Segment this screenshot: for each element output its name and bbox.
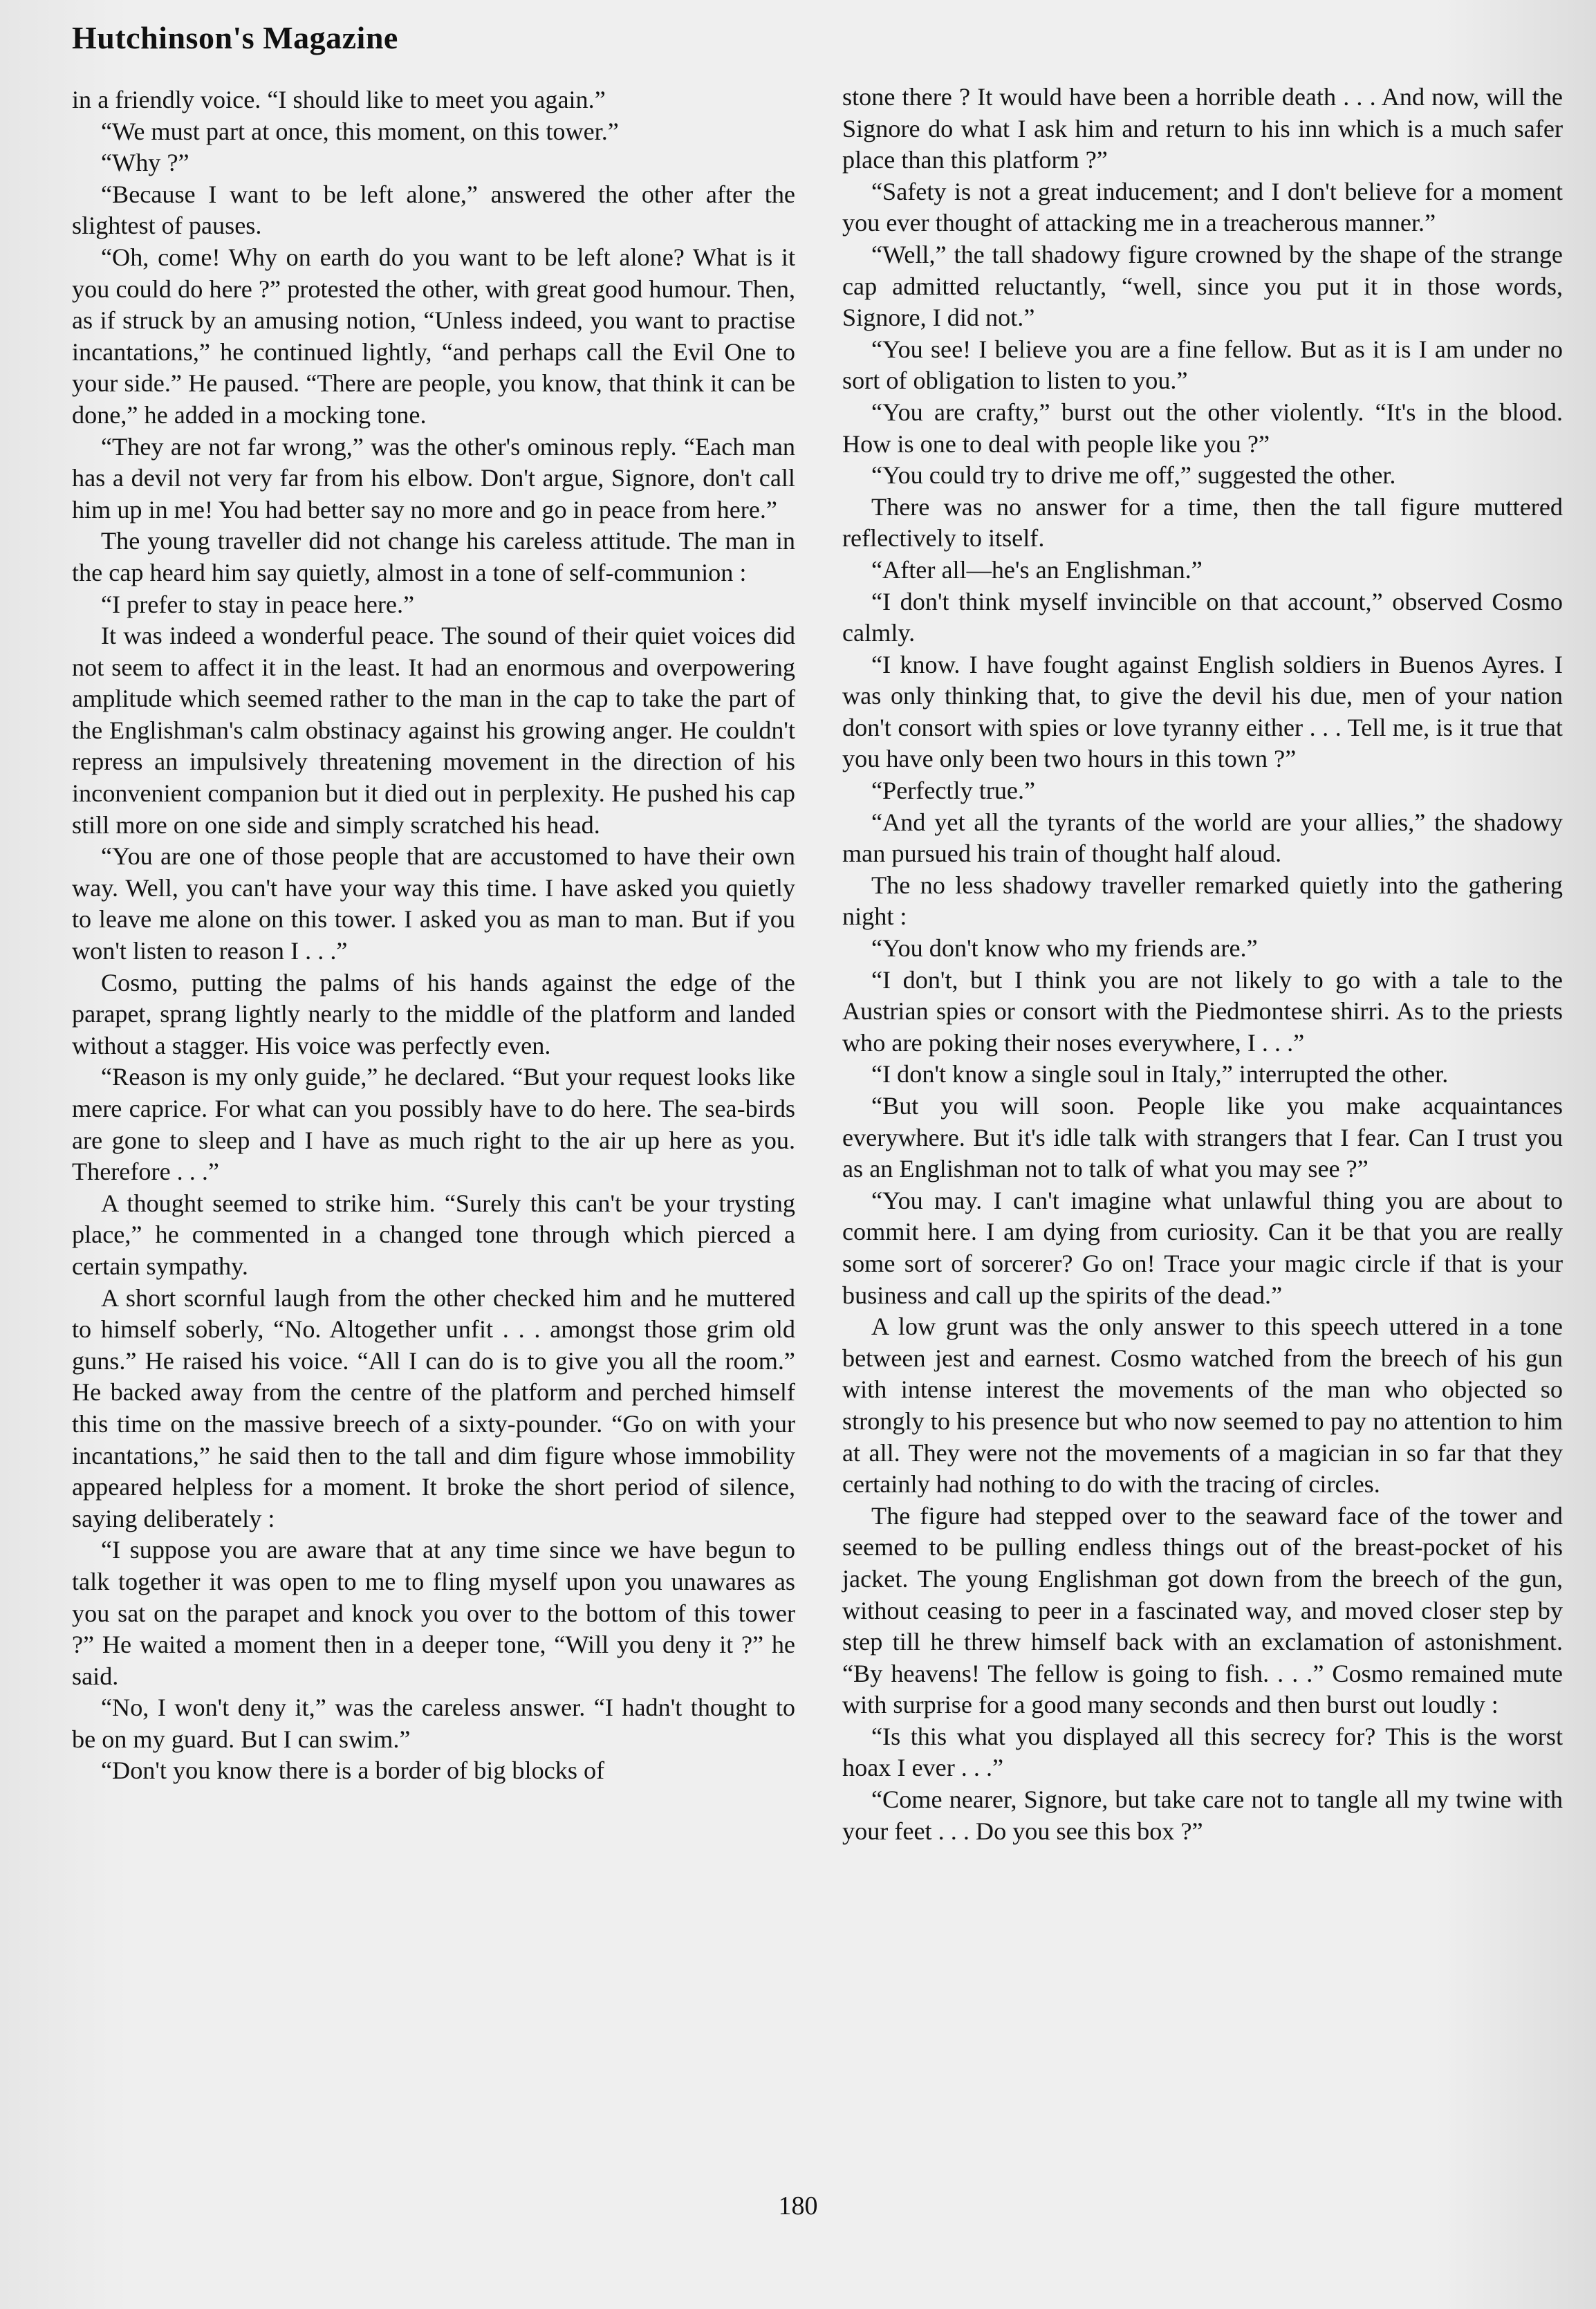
paragraph: Cosmo, putting the palms of his hands against the edge of the parapet, sprang lightly nearly to the middle of the platform and landed without a stagger. His voice was perfectly even. — [72, 968, 795, 1059]
paragraph: “You don't know who my friends are.” — [871, 934, 1258, 963]
paragraph: “Well,” the tall shadowy figure crowned by the shape of the strange cap admitted reluctantly, “well, since you put it in those words, Signore, I did not.” — [842, 240, 1563, 332]
page-number: 180 — [778, 2191, 818, 2220]
paragraph: “Perfectly true.” — [871, 777, 1036, 805]
paragraph: “I don't know a single soul in Italy,” interrupted the other. — [871, 1060, 1449, 1088]
right-column — [842, 82, 1563, 1847]
paragraph: “I suppose you are aware that at any time since we have begun to talk together it was open to me to fling myself upon you unawares as you sat on the parapet and knock you over to the bottom of this tower ?” He waited a moment then in a deeper tone, “Will you deny it ?” he said. — [72, 1536, 795, 1690]
paragraph: “Why ?” — [101, 149, 189, 177]
paragraph: “Because I want to be left alone,” answered the other after the slightest of pauses. — [72, 180, 795, 240]
left-column — [72, 84, 795, 1787]
paragraph: “Is this what you displayed all this secrecy for? This is the worst hoax I ever . . .” — [842, 1722, 1563, 1782]
paragraph: “Come nearer, Signore, but take care not to tangle all my twine with your feet . . . Do you see this box ?” — [842, 1786, 1563, 1845]
paragraph: “I don't, but I think you are not likely to go with a tale to the Austrian spies or consort with the Piedmontese shirri. As to the priests who are poking their noses everywhere, I . . .” — [842, 965, 1563, 1057]
paragraph: “And yet all the tyrants of the world are your allies,” the shadowy man pursued his train of thought half aloud. — [842, 808, 1563, 868]
paragraph: “We must part at once, this moment, on this tower.” — [101, 117, 619, 145]
paragraph: The figure had stepped over to the seaward face of the tower and seemed to be pulling endless things out of the breast-pocket of his jacket. The young Englishman got down from the breech of the gun, without ceasing to peer in a fascinated way, and moved closer step by step till he threw himself back with an exclamation of astonishment. “By heavens! The fellow is going to fish. . . .” Cosmo remained mute with surprise for a good many seconds and then burst out loudly : — [842, 1501, 1563, 1719]
paragraph: It was indeed a wonderful peace. The sound of their quiet voices did not seem to affect it in the least. It had an enormous and overpowering amplitude which seemed rather to the man in the cap to take the part of the Englishman's calm obstinacy against his growing anger. He couldn't repress an impulsively threatening movement in the direction of his inconvenient companion but it died out in perplexity. He pushed his cap still more on one side and simply scratched his head. — [72, 622, 795, 839]
paragraph: The no less shadowy traveller remarked quietly into the gathering night : — [842, 871, 1563, 931]
paragraph: “I prefer to stay in peace here.” — [101, 590, 415, 618]
paragraph: “You see! I believe you are a fine fellow. But as it is I am under no sort of obligation to listen to you.” — [842, 335, 1563, 395]
paragraph: “Oh, come! Why on earth do you want to be left alone? What is it you could do here ?” protested the other, with great good humour. Then, as if struck by an amusing notion, “Unless indeed, you want to practise incantations,” he continued lightly, “and perhaps call the Evil One to your side.” He paused. “There are people, you know, that think it can be done,” he added in a mocking tone. — [72, 243, 795, 429]
paragraph: in a friendly voice. “I should like to meet you again.” — [72, 86, 606, 113]
paragraph: “Don't you know there is a border of big blocks of — [101, 1756, 605, 1785]
paragraph: A thought seemed to strike him. “Surely this can't be your trysting place,” he commented in a changed tone through which pierced a certain sympathy. — [72, 1189, 795, 1280]
paragraph: “I know. I have fought against English soldiers in Buenos Ayres. I was only thinking that, to give the devil his due, men of your nation don't consort with spies or love tyranny either . . . Tell me, is it true that you have only been two hours in this town ?” — [842, 650, 1563, 773]
paragraph: “No, I won't deny it,” was the careless answer. “I hadn't thought to be on my guard. But I can swim.” — [72, 1694, 795, 1753]
paragraph: “You may. I can't imagine what unlawful thing you are about to commit here. I am dying from curiosity. Can it be that you are really some sort of sorcerer? Go on! Trace your magic circle if that is your business and call up the spirits of the dead.” — [842, 1186, 1563, 1309]
paragraph: “You are crafty,” burst out the other violently. “It's in the blood. How is one to deal with people like you ?” — [842, 398, 1563, 458]
paragraph: “Safety is not a great inducement; and I don't believe for a moment you ever thought of attacking me in a treacherous manner.” — [842, 177, 1563, 237]
paragraph: stone there ? It would have been a horrible death . . . And now, will the Signore do what I ask him and return to his inn which is a much safer place than this platform ?” — [842, 83, 1563, 174]
paragraph: The young traveller did not change his careless attitude. The man in the cap heard him say quietly, almost in a tone of self-communion : — [72, 527, 795, 586]
running-header: Hutchinson's Magazine — [72, 20, 398, 55]
paragraph: “Reason is my only guide,” he declared. “But your request looks like mere caprice. For what can you possibly have to do here. The sea-birds are gone to sleep and I have as much right to the air up here as you. Therefore . . .” — [72, 1063, 795, 1186]
paragraph: A short scornful laugh from the other checked him and he muttered to himself soberly, “No. Altogether unfit . . . amongst those grim old guns.” He raised his voice. “All I can do is to give you all the room.” He backed away from the centre of the platform and perched himself this time on the massive breech of a sixty-pounder. “Go on with your incantations,” he said then to the tall and dim figure whose immobility appeared helpless for a moment. It broke the short period of silence, saying deliberately : — [72, 1283, 795, 1532]
paragraph: “You could try to drive me off,” suggested the other. — [871, 461, 1396, 490]
paragraph: “You are one of those people that are accustomed to have their own way. Well, you can't have your way this time. I have asked you quietly to leave me alone on this tower. I asked you as man to man. But if you won't listen to reason I . . .” — [72, 842, 795, 965]
paragraph: There was no answer for a time, then the tall figure muttered reflectively to itself. — [842, 492, 1563, 553]
paragraph: “But you will soon. People like you make acquaintances everywhere. But it's idle talk with strangers that I fear. Can I trust you as an Englishman not to talk of what you may see ?” — [842, 1092, 1563, 1183]
paragraph: “I don't think myself invincible on that account,” observed Cosmo calmly. — [842, 587, 1563, 647]
paragraph: “After all—he's an Englishman.” — [871, 555, 1203, 584]
paragraph: “They are not far wrong,” was the other's ominous reply. “Each man has a devil not very far from his elbow. Don't argue, Signore, don't call him up in me! You had better say no more and go in peace from here.” — [72, 432, 795, 523]
paragraph: A low grunt was the only answer to this speech uttered in a tone between jest and earnest. Cosmo watched from the breech of his gun with intense interest the movements of the man who objected so strongly to his presence but who now seemed to pay no attention to him at all. They were not the movements of a magician in so far that they certainly had nothing to do with the tracing of circles. — [842, 1313, 1563, 1499]
